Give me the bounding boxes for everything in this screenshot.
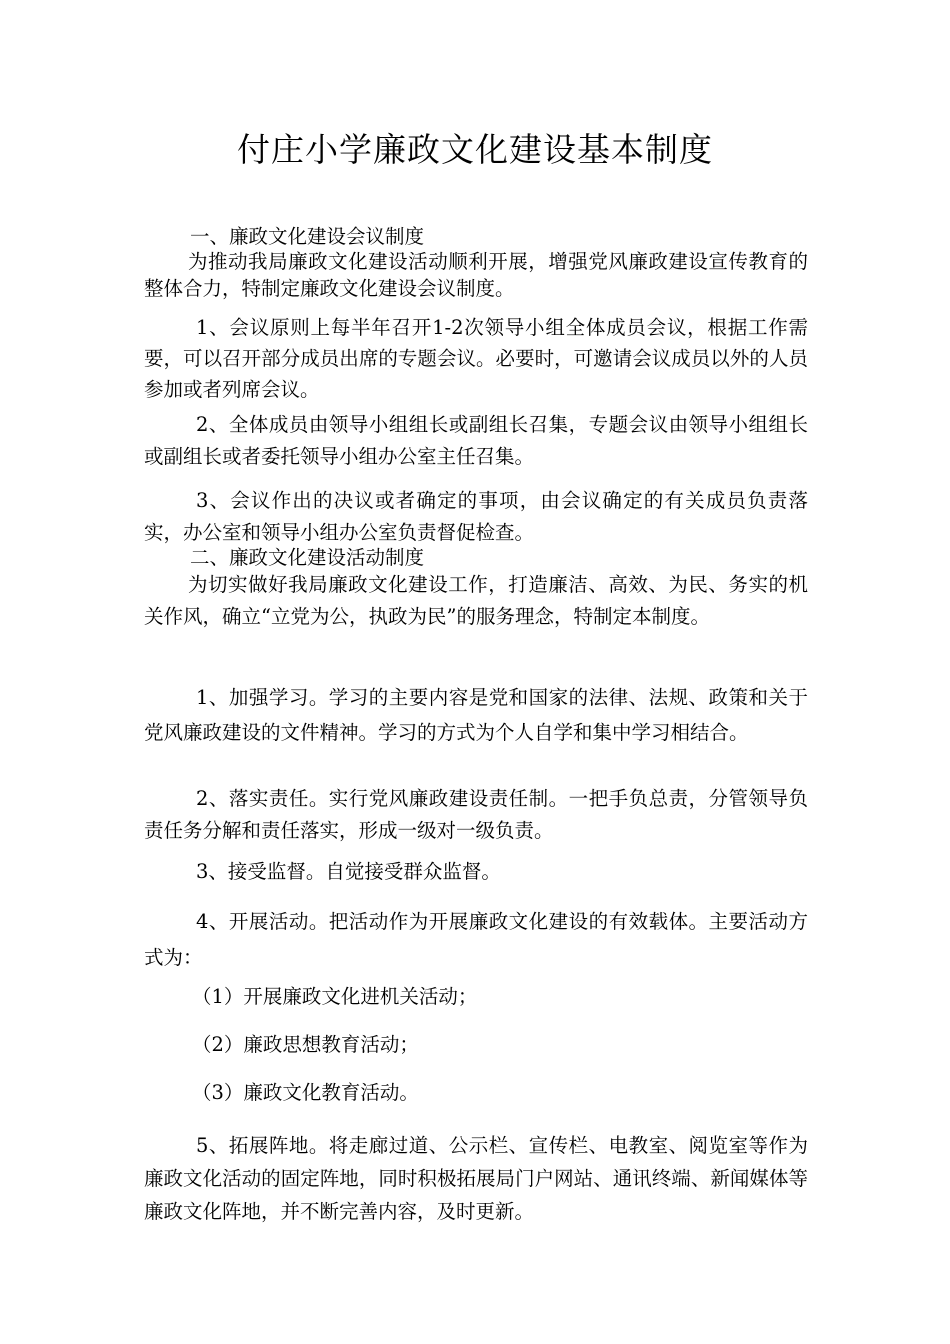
section1-item-1: 1、会议原则上每半年召开1-2次领导小组全体成员会议，根据工作需要，可以召开部分成员出席的专题会议。必要时，可邀请会议成员以外的人员参加或者列席会议。	[144, 316, 808, 401]
section2-subitem-2: （2）廉政思想教育活动；	[192, 1033, 419, 1056]
section2-item-4: 4、开展活动。把活动作为开展廉政文化建设的有效载体。主要活动方式为：	[144, 910, 808, 969]
document-title: 付庄小学廉政文化建设基本制度	[237, 130, 713, 169]
section1-item-3: 3、会议作出的决议或者确定的事项，由会议确定的有关成员负责落实，办公室和领导小组办公室负责督促检查。	[144, 489, 808, 544]
section2-subitem-3: （3）廉政文化教育活动。	[192, 1081, 419, 1104]
section1-heading: 一、廉政文化建设会议制度	[190, 225, 425, 248]
section2-item-3: 3、接受监督。自觉接受群众监督。	[196, 860, 501, 883]
section2-subitem-1: （1）开展廉政文化进机关活动；	[192, 985, 478, 1008]
section2-heading: 二、廉政文化建设活动制度	[190, 546, 425, 569]
section2-item-2: 2、落实责任。实行党风廉政建设责任制。一把手负总责，分管领导负责任务分解和责任落实，形成一级对一级负责。	[144, 787, 808, 842]
section2-item-5: 5、拓展阵地。将走廊过道、公示栏、宣传栏、电教室、阅览室等作为廉政文化活动的固定阵地，同时积极拓展局门户网站、通讯终端、新闻媒体等廉政文化阵地，并不断完善内容，及时更新。	[144, 1134, 808, 1223]
section2-item-1: 1、加强学习。学习的主要内容是党和国家的法律、法规、政策和关于党风廉政建设的文件精神。学习的方式为个人自学和集中学习相结合。	[144, 686, 808, 744]
section2-intro: 为切实做好我局廉政文化建设工作，打造廉洁、高效、为民、务实的机关作风，确立“立党为公，执政为民”的服务理念，特制定本制度。	[144, 573, 808, 628]
section1-intro: 为推动我局廉政文化建设活动顺利开展，增强党风廉政建设宣传教育的整体合力，特制定廉政文化建设会议制度。	[144, 250, 808, 300]
section1-item-2: 2、全体成员由领导小组组长或副组长召集，专题会议由领导小组组长或副组长或者委托领导小组办公室主任召集。	[144, 413, 808, 468]
